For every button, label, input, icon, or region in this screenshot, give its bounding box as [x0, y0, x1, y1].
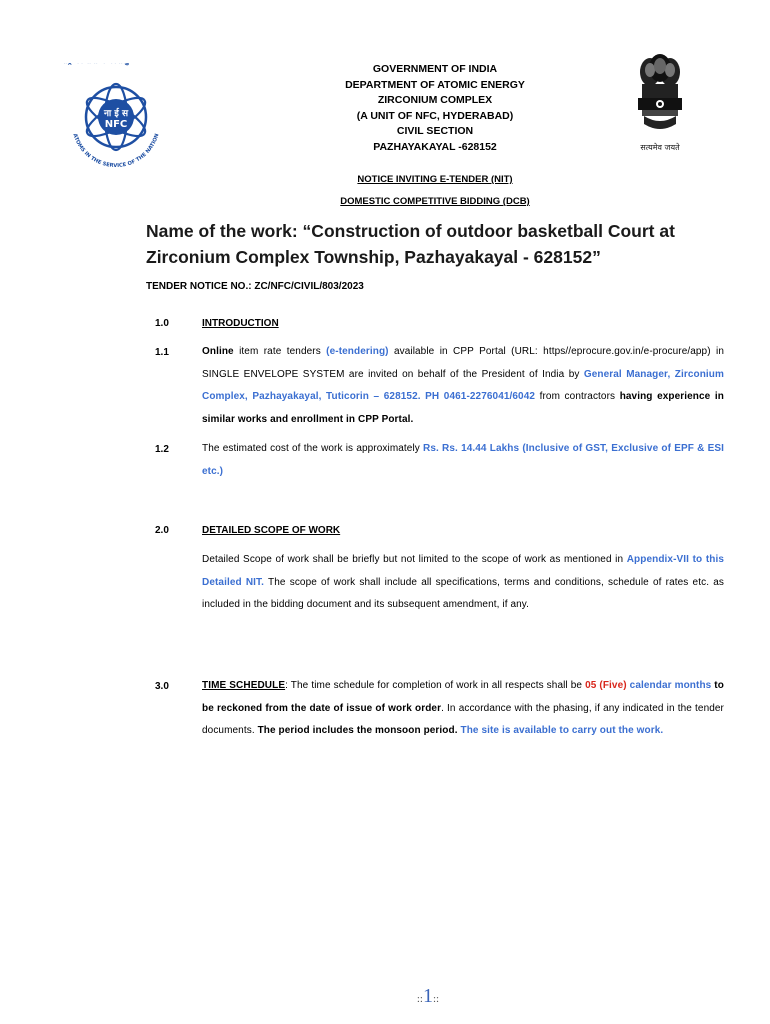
text-span: (e-tendering) — [326, 346, 389, 357]
tender-notice-number: TENDER NOTICE NO.: ZC/NFC/CIVIL/803/2023 — [146, 281, 364, 292]
page-number-right: :: — [433, 993, 440, 1005]
text-span: The period includes the monsoon period. — [257, 725, 458, 736]
logo-abbr: NFC — [104, 119, 128, 130]
section-number: 1.1 — [155, 347, 169, 358]
header-line: PAZHAYAKAYAL -628152 — [373, 140, 497, 153]
paragraph-2-0 — [202, 549, 724, 617]
lion-capital-icon — [628, 52, 692, 136]
work-name — [146, 218, 736, 270]
section-number: 3.0 — [155, 681, 169, 692]
letterhead — [300, 62, 570, 155]
text-span: Rs. Rs. 14.44 Lakhs (Inclusive of GST, Exclusive of EPF & ESI etc.) — [202, 443, 724, 477]
text-span: General Manager, Zirconium Complex, Pazhayakayal, Tuticorin – 628152. PH 0461-2276041/6042 — [202, 368, 724, 402]
work-name-line: Name of the work: “Construction of outdoor basketball Court at — [146, 221, 675, 241]
section-number: 2.0 — [155, 525, 169, 536]
paragraph-1-2 — [202, 438, 724, 483]
paragraph-3-0 — [202, 675, 724, 743]
text-span: calendar months — [629, 680, 712, 691]
section-heading-introduction: INTRODUCTION — [202, 318, 279, 329]
text-span: Online — [202, 346, 234, 357]
text-span: from contractors — [535, 391, 620, 402]
national-emblem — [628, 52, 692, 152]
page-number-value: 1 — [423, 985, 433, 1007]
page-number-left: :: — [416, 993, 423, 1005]
paragraph-1-1 — [202, 341, 724, 431]
section-number: 1.2 — [155, 444, 169, 455]
section-heading-time-schedule: TIME SCHEDULE — [202, 680, 286, 691]
logo-top-text — [62, 63, 130, 66]
notice-title: NOTICE INVITING E-TENDER (NIT) — [357, 174, 513, 185]
text-span: 05 (Five) — [585, 680, 627, 691]
text-span: item rate tenders — [233, 346, 327, 357]
logo-hindi-name: ना ई स — [103, 109, 129, 119]
header-line: GOVERNMENT OF INDIA — [372, 63, 498, 75]
header-line: (A UNIT OF NFC, HYDERABAD) — [356, 109, 514, 122]
bidding-type: DOMESTIC COMPETITIVE BIDDING (DCB) — [340, 196, 530, 207]
logo-bottom-text: ATOMS IN THE SERVICE OF THE NATION — [71, 132, 161, 170]
section-heading-scope: DETAILED SCOPE OF WORK — [202, 525, 341, 536]
text-span: . In accordance with the phasing, if any indicated in the tender documents. — [202, 702, 724, 736]
text-span: Appendix-VII to this Detailed NIT. — [202, 554, 725, 588]
header-line: DEPARTMENT OF ATOMIC ENERGY — [345, 78, 525, 91]
text-span: The scope of work shall include all specifications, terms and conditions, schedule of rates etc. as included in the bidding document and its subsequent amendment, if any. — [202, 576, 724, 610]
header-line: ZIRCONIUM COMPLEX — [377, 94, 493, 106]
text-span: having experience in similar works and enrollment in CPP Portal. — [202, 391, 724, 425]
work-name-line: Zirconium Complex Township, Pazhayakayal - 628152” — [146, 247, 601, 267]
text-span: : The time schedule for completion of work in all respects shall be — [285, 680, 586, 691]
page-number — [0, 985, 770, 1008]
nfc-logo — [62, 63, 170, 171]
text-span: The estimated cost of the work is approximately — [202, 443, 424, 454]
section-number: 1.0 — [155, 318, 169, 329]
text-span: The site is available to carry out the work. — [460, 725, 664, 736]
text-span: available in CPP Portal (URL: https//eprocure.gov.in/e-procure/app) in SINGLE ENVELOPE SYSTEM are invited on behalf of the President of India by — [202, 346, 725, 380]
text-span: to be reckoned from the date of issue of work order — [202, 680, 724, 714]
emblem-motto: सत्यमेव जयते — [640, 143, 680, 152]
text-span: Detailed Scope of work shall be briefly but not limited to the scope of work as mentioned in — [202, 554, 627, 565]
header-line: CIVIL SECTION — [396, 125, 474, 137]
